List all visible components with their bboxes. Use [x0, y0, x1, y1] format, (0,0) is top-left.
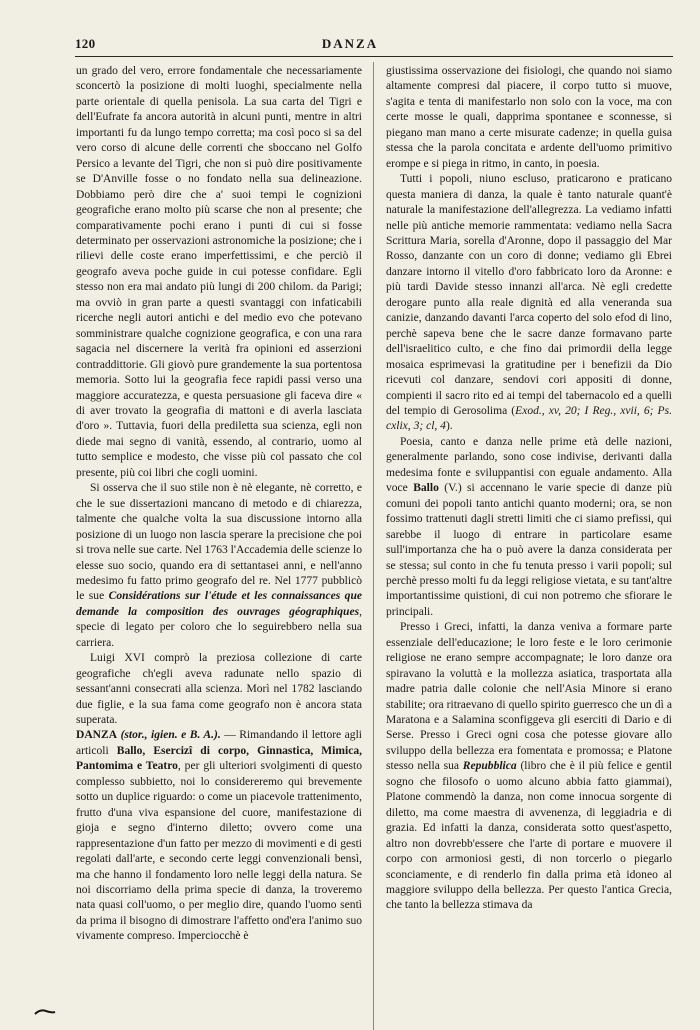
- page-header: [0, 0, 700, 60]
- cross-reference: Ballo: [413, 482, 439, 495]
- text: — Rimandando il lettore agli articoli: [76, 729, 362, 757]
- entry-tags: (stor., igien. e B. A.).: [120, 729, 221, 742]
- text: Presso i Greci, infatti, la danza veniva a formare parte essenziale dell'educazione; le loro feste e le loro cerimonie religiose ne erano sempre accompagnate; le loro danze ora spiravano la voluttà e la mollezza asiatica, trasportata alla madre patria dalle colonie che nell'Asia Minore si erano stabilite; ora ritraevano di quello spirito guerresco che un dì a Maratona e a Salamina sconfiggeva gli eserciti di Dario e di Serse. Presso i Greci ogni cosa che potesse giovare allo sviluppo della bellezza era fomentata e promossa; e Platone stesso nella sua: [386, 621, 672, 773]
- page-number: 120: [75, 36, 96, 51]
- entry-headword: DANZA: [76, 729, 118, 742]
- paragraph: [76, 64, 362, 481]
- text: un grado del vero, errore fondamentale che necessariamente sconcertò la posizione di molti luoghi, specialmente nella parte orientale di quella penisola. La sua carta del Tigri e dell'Eufrate fa ancora autorità in alcuni punti, mentre in altri importanti fu da lungo tempo corretta; ma così poco si sa del vero corso di alcune delle correnti che sboccano nel Golfo Persico a levante del Tigri, che non si può dire positivamente se D'Anville fosse o no fondato nella sua delineazione. Dobbiamo però dire che a' suoi tempi le cognizioni geografiche erano molto più scarse che non al presente; che comparativamente pochi erano i punti di cui si fosse determinato per osservazioni astronomiche la posizione; che i rilievi delle coste erano imperfettissimi, e che perciò il geografo aveva poche guide in cui potesse confidare. Egli stesso non era mai andato più lungi di 200 chilom. da Parigi; ma ovviò in gran parte a questi svantaggi con infaticabili ricerche negli autori antichi e del medio evo che potevano somministrare qualche cognizione geografica, e con una rara sagacia nel discernere la verità fra opinioni ed asserzioni contraddittorie. Gli giovò pure grandemente la sua portentosa memoria. Sotto lui la geografia fece rapidi passi verso una maggiore accuratezza, e questa persuasione gli faceva dire « di aver trovato la geografia di mattoni e di averla lasciata d'oro ». Tuttavia, fuori della prediletta sua scienza, egli non diede mai segno di vanità, essendo, al contrario, uomo al tutto semplice e modesto, che visse più col passato che col presente, più coi libri che cogli uomini.: [76, 65, 362, 479]
- text: Luigi XVI comprò la preziosa collezione di carte geografiche ch'egli aveva radunate nello spazio di sessant'anni consecrati alla scienza. Morì nel 1782 lasciando due figlie, e la sua fama come geografo non è ancora stata superata.: [76, 652, 362, 727]
- cross-references: Ballo, Esercizî di corpo, Ginnastica, Mimica, Pantomima e Teatro: [76, 744, 362, 773]
- paragraph: [76, 651, 362, 728]
- column-divider: [373, 62, 374, 1030]
- paragraph: [386, 172, 672, 435]
- text: giustissima osservazione dei fisiologi, che quando noi siamo altamente compresi dal piacere, il corpo tutto si muove, s'agita e tenta di manifestarlo non solo con la voce, ma con certe mosse le quali, dapprima spontanee e sconnesse, si piegano man mano a certe misurate cadenze; in quella guisa stessa che la parola concitata e ardente dell'uomo primitivo erompe e si piega in ritmo, in canto, in poesia.: [386, 65, 672, 170]
- entry-paragraph: [76, 728, 362, 944]
- text: (libro che è il più felice e gentil sogno che filosofo o uomo alcuno abbia fatto giammai), Platone commendò la danza, non come innocua sorgente di diletto, ma come maestra di avvenenza, di leggiadria e di grazia. Ed infatti la danza, considerata sotto quest'aspetto, altro non dovrebb'essere che l'arte di portare e muovere il corpo con armoniosi gesti, di non torcerlo o piegarlo sconciamente, e di renderlo fin dalla prima età idoneo al maggiore sviluppo della bellezza. Per questo l'antica Grecia, che tanto la bellezza stimava da: [386, 760, 672, 912]
- right-column: [386, 64, 672, 914]
- work-title: Repubblica: [462, 760, 517, 773]
- text: Si osserva che il suo stile non è nè elegante, nè corretto, e che le sue dissertazioni mancano di metodo e di chiarezza, talmente che qualche volta la sua discussione intorno alla posizione di un luogo non lascia sperare la precisione che poi si trova nelle sue carte. Nel 1763 l'Accademia delle scienze lo elesse suo socio, quando era di settantasei anni, e nell'anno medesimo fu fatto primo geografo del re. Nel 1777 pubblicò le sue: [76, 482, 362, 603]
- paragraph: [76, 481, 362, 651]
- ink-mark: [34, 1008, 56, 1016]
- header-rule: [75, 56, 673, 57]
- work-title: Considérations sur l'étude et les connaissances que demande la composition des ouvrages géographiques: [76, 590, 362, 618]
- paragraph: [386, 435, 672, 620]
- text: ).: [445, 420, 453, 433]
- left-column: [76, 64, 362, 945]
- text: Tutti i popoli, niuno escluso, praticarono e praticano questa maniera di danza, la quale è tanto naturale quant'è naturale la manifestazione dell'allegrezza. La vediamo infatti nelle più antiche memorie rammentata: vediamo nella Sacra Scrittura Maria, sorella d'Aronne, dopo il passaggio del Mar Rosso, danzante con un coro di donne; vediamo gli Ebrei danzare intorno il vitello d'oro fabbricato loro da Aronne: e più tardi Davide stesso innanzi all'arca. Nè egli credette derogare punto alla reale dignità ed alla veneranda sua canizie, danzando davanti l'arca coperto del solo efod di lino, perchè sapeva bene che le sacre danze formavano parte dell'israelitico culto, e che fino dai primordii della legge mosaica esprimevasi la gratitudine per i benefizii da Dio ricevuti col danzare, sendovi cori appositi di donne, compienti il sacro rito ed ai tempi del tabernacolo ed a quelli del tempio di Gerosolima (: [386, 173, 672, 417]
- paragraph: [386, 620, 672, 914]
- text: , per gli ulteriori svolgimenti di questo complesso subbietto, noi lo considereremo qui brevemente sotto un duplice riguardo: o come un piacevole trattenimento, frutto d'una viva espansione del cuore, manifestazione di gioja e segno d'interno diletto; ovvero come una rappresentazione d'un fatto per mezzo di movimenti e di gesti regolati dall'arte, e secondo certe leggi convenzionali bensì, ma che hanno il fondamento loro nelle leggi della natura. Se noi discorriamo della prima specie di danza, la troveremo nata quasi coll'uomo, o per meglio dire, quando l'uomo sentì da prima il bisogno di dimostrare l'affetto ond'era l'animo suo vivamente compreso. Imperciocchè è: [76, 760, 362, 943]
- running-head: DANZA: [321, 36, 379, 51]
- paragraph: [386, 64, 672, 172]
- text: , specie di legato per coloro che lo seguirebbero nella sua carriera.: [76, 605, 362, 649]
- scripture-references: Exod., xv, 20; I Reg., xvii, 6; Ps. cxlix, 3; cl, 4: [386, 404, 672, 433]
- text: (V.) si accennano le varie specie di danze più comuni dei popoli tanto antichi quanto moderni; ora, se non fossimo trattenuti dagli stretti limiti che ci siamo prefissi, qui sarebbe il luogo di entrare in particolare esame sull'importanza che ha o può avere la danza considerata per se stessa; sul conto in che fu tenuta presso i varii popoli; sul perchè presso molti fu da leggi religiose vietata, e su tant'altre importantissime quistioni, di cui non potremo che sfiorare le principali.: [386, 482, 673, 618]
- text: Poesia, canto e danza nelle prime età delle nazioni, generalmente parlando, sono cose indivise, derivanti dalla medesima fonte e sviluppantisi con eguale andamento. Alla voce: [386, 435, 672, 495]
